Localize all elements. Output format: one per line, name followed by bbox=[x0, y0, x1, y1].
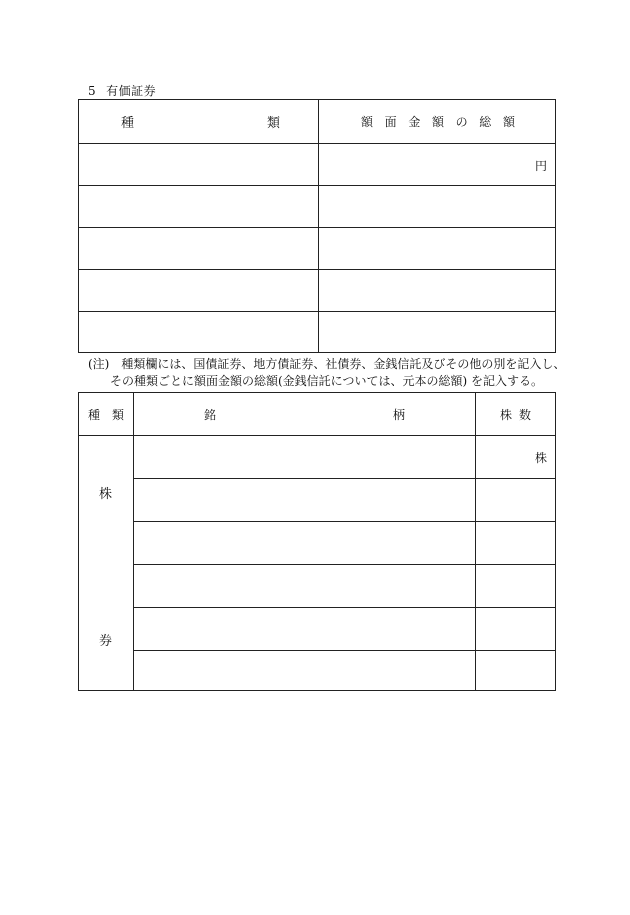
header-char: 額 bbox=[431, 115, 444, 129]
row-divider bbox=[79, 185, 555, 186]
column-divider bbox=[133, 393, 134, 690]
kind-label-top: 株 bbox=[99, 487, 113, 502]
header-kind bbox=[79, 393, 133, 435]
note-line-1: 種類欄には、国債証券、地方債証券、社債券、金銭信託及びその他の別を記入し、 bbox=[121, 357, 566, 371]
header-char: の bbox=[455, 115, 468, 129]
unit-shares: 株 bbox=[534, 451, 547, 465]
header-char: 柄 bbox=[392, 407, 405, 422]
section-title bbox=[88, 82, 156, 99]
column-divider bbox=[475, 393, 476, 690]
header-char: 金 bbox=[408, 115, 421, 129]
header-issue-name bbox=[134, 393, 475, 435]
kind-label-bottom: 券 bbox=[99, 634, 113, 649]
row-divider bbox=[79, 311, 555, 312]
header-char: 株 bbox=[500, 407, 513, 422]
row-divider bbox=[79, 143, 555, 144]
row-divider bbox=[133, 650, 555, 651]
header-char: 銘 bbox=[204, 407, 217, 422]
header-face-amount-total bbox=[319, 100, 555, 143]
row-divider bbox=[133, 607, 555, 608]
header-char: 数 bbox=[518, 407, 531, 422]
header-kind-left: 種 bbox=[121, 116, 135, 131]
header-share-count bbox=[476, 393, 555, 435]
header-char: 額 bbox=[361, 115, 374, 129]
row-divider bbox=[133, 478, 555, 479]
row-divider bbox=[79, 269, 555, 270]
row-divider bbox=[133, 521, 555, 522]
unit-yen: 円 bbox=[534, 159, 547, 173]
header-char: 額 bbox=[502, 115, 515, 129]
section-title-text: 有価証券 bbox=[106, 84, 157, 98]
securities-summary-table bbox=[78, 99, 556, 353]
header-kind-right: 類 bbox=[266, 116, 280, 131]
row-divider bbox=[79, 435, 555, 436]
row-divider bbox=[79, 227, 555, 228]
header-char: 面 bbox=[384, 115, 397, 129]
row-divider bbox=[133, 564, 555, 565]
note-line-2: その種類ごとに額面金額の総額(金銭信託については、元本の総額) を記入する。 bbox=[110, 374, 543, 388]
note-label: (注) bbox=[88, 357, 110, 371]
section-number: 5 bbox=[88, 84, 97, 98]
header-char: 総 bbox=[479, 115, 492, 129]
header-char: 種 bbox=[88, 407, 101, 422]
header-kind bbox=[79, 100, 318, 143]
stock-table bbox=[78, 392, 556, 691]
header-char: 類 bbox=[111, 407, 124, 422]
note bbox=[88, 356, 565, 390]
